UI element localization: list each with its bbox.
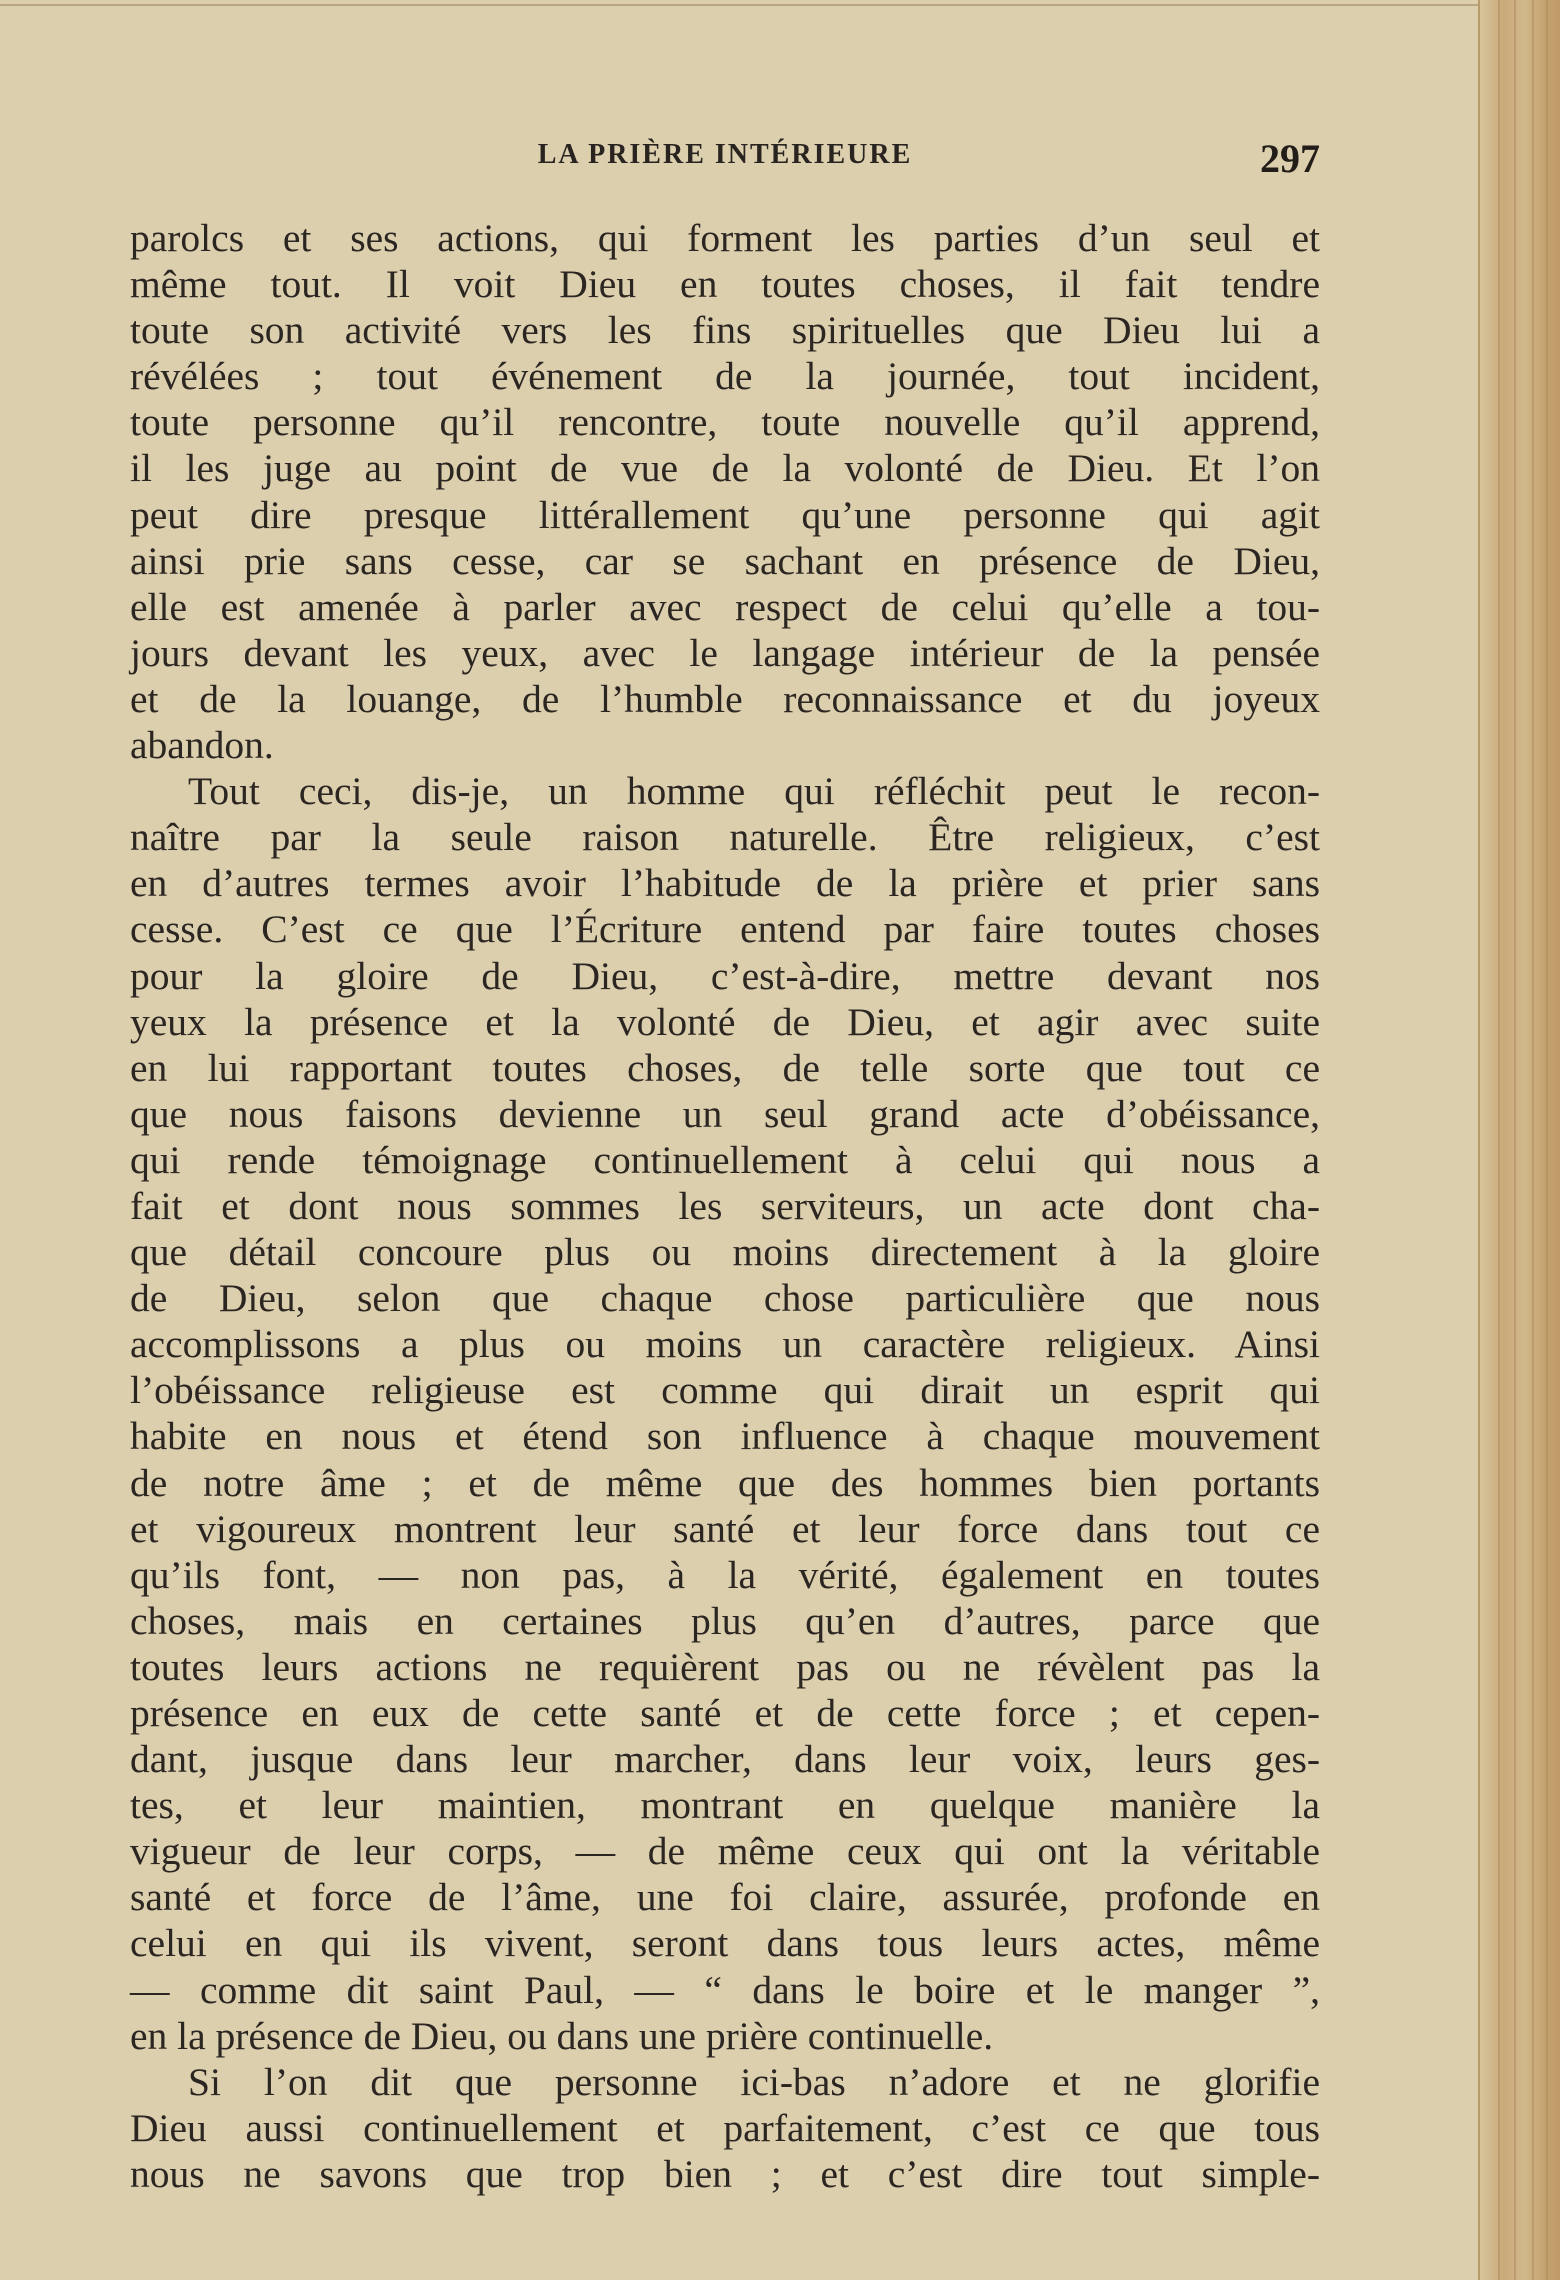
text-line: nous ne savons que trop bien ; et c’est dire tout simple- — [130, 2151, 1320, 2196]
text-line: vigueur de leur corps, — de même ceux qui ont la véritable — [130, 1829, 1320, 1874]
text-line: elle est amenée à parler avec respect de celui qu’elle a tou- — [130, 584, 1320, 629]
text-line: accomplissons a plus ou moins un caractère religieux. Ainsi — [130, 1322, 1320, 1367]
text-line: révélées ; tout événement de la journée, tout incident, — [130, 354, 1320, 399]
text-line: yeux la présence et la volonté de Dieu, et agir avec suite — [130, 999, 1320, 1044]
text-line: Dieu aussi continuellement et parfaitement, c’est ce que tous — [130, 2105, 1320, 2150]
text-line: Tout ceci, dis-je, un homme qui réfléchit peut le recon- — [188, 769, 1320, 814]
text-line: parolcs et ses actions, qui forment les parties d’un seul et — [130, 216, 1320, 260]
page-number: 297 — [1260, 136, 1320, 181]
text-line: Si l’on dit que personne ici-bas n’adore et ne glorifie — [188, 2059, 1320, 2104]
text-line: naître par la seule raison naturelle. Être religieux, c’est — [130, 815, 1320, 860]
text-line: il les juge au point de vue de la volonté de Dieu. Et l’on — [130, 446, 1320, 491]
text-line: toute son activité vers les fins spirituelles que Dieu lui a — [130, 308, 1320, 353]
text-line: dant, jusque dans leur marcher, dans leur voix, leurs ges- — [130, 1737, 1320, 1782]
running-head — [130, 135, 1320, 185]
text-line: et vigoureux montrent leur santé et leur force dans tout ce — [130, 1506, 1320, 1551]
top-rule — [0, 4, 1480, 6]
text-line: choses, mais en certaines plus qu’en d’autres, parce que — [130, 1598, 1320, 1643]
text-line: toutes leurs actions ne requièrent pas ou ne révèlent pas la — [130, 1644, 1320, 1689]
text-line: que détail concoure plus ou moins directement à la gloire — [130, 1230, 1320, 1275]
text-line: pour la gloire de Dieu, c’est-à-dire, mettre devant nos — [130, 953, 1320, 998]
text-line: fait et dont nous sommes les serviteurs, un acte dont cha- — [130, 1183, 1320, 1228]
text-line: de Dieu, selon que chaque chose particulière que nous — [130, 1276, 1320, 1321]
text-line: tes, et leur maintien, montrant en quelque manière la — [130, 1783, 1320, 1828]
page-edge — [1478, 0, 1560, 2280]
text-line: en lui rapportant toutes choses, de telle sorte que tout ce — [130, 1045, 1320, 1090]
text-line: en la présence de Dieu, ou dans une prière continuelle. — [130, 2013, 994, 2058]
text-line: ainsi prie sans cesse, car se sachant en présence de Dieu, — [130, 538, 1320, 583]
text-line: qu’ils font, — non pas, à la vérité, également en toutes — [130, 1552, 1320, 1597]
text-line: toute personne qu’il rencontre, toute nouvelle qu’il apprend, — [130, 400, 1320, 445]
text-line: et de la louange, de l’humble reconnaissance et du joyeux — [130, 676, 1320, 721]
text-line: cesse. C’est ce que l’Écriture entend par faire toutes choses — [130, 907, 1320, 952]
text-line: en d’autres termes avoir l’habitude de la prière et prier sans — [130, 861, 1320, 906]
running-title: LA PRIÈRE INTÉRIEURE — [537, 139, 913, 170]
text-line: qui rende témoignage continuellement à celui qui nous a — [130, 1137, 1320, 1182]
text-line: que nous faisons devienne un seul grand acte d’obéissance, — [130, 1091, 1320, 1136]
text-line: — comme dit saint Paul, — “ dans le boire et le manger ”, — [130, 1967, 1320, 2012]
text-line: habite en nous et étend son influence à chaque mouvement — [130, 1414, 1320, 1459]
text-line: peut dire presque littérallement qu’une personne qui agit — [130, 492, 1320, 537]
text-line: jours devant les yeux, avec le langage intérieur de la pensée — [130, 630, 1320, 675]
text-line: santé et force de l’âme, une foi claire, assurée, profonde en — [130, 1875, 1320, 1920]
text-line: de notre âme ; et de même que des hommes bien portants — [130, 1460, 1320, 1505]
text-line: même tout. Il voit Dieu en toutes choses, il fait tendre — [130, 262, 1320, 307]
text-line: présence en eux de cette santé et de cette force ; et cepen- — [130, 1691, 1320, 1735]
text-line: l’obéissance religieuse est comme qui dirait un esprit qui — [130, 1368, 1320, 1413]
text-line: abandon. — [130, 723, 274, 768]
body-text — [130, 215, 1320, 2197]
text-line: celui en qui ils vivent, seront dans tous leurs actes, même — [130, 1921, 1320, 1966]
